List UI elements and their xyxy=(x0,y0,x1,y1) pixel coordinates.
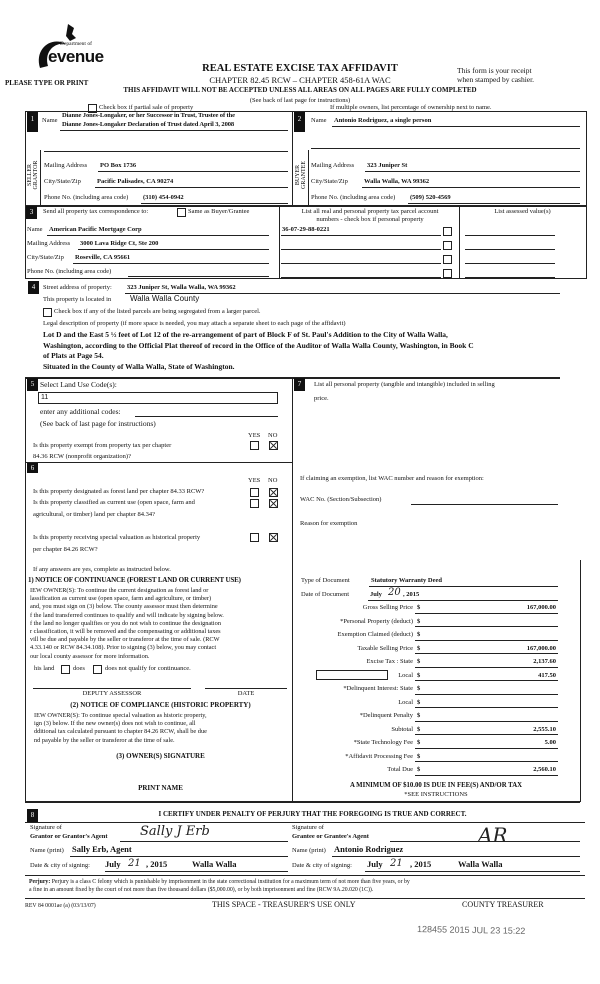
this-land-label: his land xyxy=(34,665,55,672)
field-line xyxy=(415,694,558,695)
grantee-date-label: Date & city of signing: xyxy=(292,862,352,869)
segregated-label: Check box if any of the listed parcels are being segregated from a larger parcel. xyxy=(54,308,261,315)
field-line xyxy=(415,653,558,654)
grantor-date-label: Date & city of signing: xyxy=(30,862,90,869)
field-line xyxy=(415,761,558,762)
grantee-sig-of: Signature of xyxy=(292,824,324,831)
same-as-buyer-label: Same as Buyer/Grantee xyxy=(188,208,250,215)
tax-row-value[interactable]: 167,000.00 xyxy=(526,644,556,652)
legal-line: Lot D and the East 5 ½ feet of Lot 12 of the re-arrangement of part of Block F of St. Paul's Addition to the City of Walla Walla, xyxy=(43,330,448,339)
seller-name-label: Name xyxy=(42,117,58,124)
grantor-signature[interactable]: Sally J Erb xyxy=(140,824,210,839)
personal-property-checkbox[interactable] xyxy=(443,269,452,278)
wac-input[interactable] xyxy=(411,504,558,505)
section-number-4: 4 xyxy=(28,281,39,294)
currency-symbol: $ xyxy=(417,712,421,719)
legal-line: Situated in the County of Walla Walla, State of Washington. xyxy=(43,361,235,371)
certify-text: I CERTIFY UNDER PENALTY OF PERJURY THAT THE FOREGOING IS TRUE AND CORRECT. xyxy=(158,810,467,818)
grantee-agent-label: Grantee or Grantee's Agent xyxy=(292,833,369,840)
grantee-signature[interactable]: AR xyxy=(478,823,508,847)
section-number-2: 2 xyxy=(294,112,305,132)
print-name-label: PRINT NAME xyxy=(138,784,183,792)
grantor-date-day[interactable]: 21 xyxy=(128,858,141,869)
tax-row-label: *Delinquent Interest: State xyxy=(343,685,413,692)
wac-label: WAC No. (Section/Subsection) xyxy=(300,496,382,503)
buyer-name-label: Name xyxy=(311,117,327,124)
exempt-no-checkbox-checked[interactable] xyxy=(269,441,278,450)
grantee-name-value[interactable]: Antonio Rodriguez xyxy=(334,844,404,854)
form-title: REAL ESTATE EXCISE TAX AFFIDAVIT xyxy=(202,63,398,74)
buyer-label: BUYER xyxy=(295,164,301,186)
notice-line: IEW OWNER(S): To continue special valuation as historic property, xyxy=(34,712,207,719)
field-line xyxy=(141,203,288,204)
if-yes-note: If any answers are yes, complete as instructed below. xyxy=(33,566,171,573)
corr-mailing-value[interactable]: 3000 Lava Ridge Ct, Ste 200 xyxy=(80,240,159,247)
corr-city-value[interactable]: Roseville, CA 95661 xyxy=(75,254,131,261)
send-correspondence-label: Send all property tax correspondence to: xyxy=(43,208,149,215)
field-line xyxy=(415,613,558,614)
notice-line: vill be due and payable by the seller or transferor at the time of sale. (RCW xyxy=(30,636,220,644)
grantor-name-value[interactable]: Sally Erb, Agent xyxy=(72,844,132,854)
doc-date-year[interactable]: , 2015 xyxy=(403,591,420,598)
receipt-note-1: This form is your receipt xyxy=(457,66,532,75)
field-line xyxy=(365,871,580,872)
tax-row-value[interactable]: 5.00 xyxy=(544,739,556,746)
local-code-input[interactable] xyxy=(316,670,388,680)
partial-sale-label: Check box if partial sale of property xyxy=(99,104,194,111)
grantee-city[interactable]: Walla Walla xyxy=(458,859,503,869)
currency-symbol: $ xyxy=(417,631,421,638)
treasurer-space-label: THIS SPACE - TREASURER'S USE ONLY xyxy=(212,900,356,909)
street-label: Street address of property: xyxy=(43,284,112,291)
no-header: NO xyxy=(268,432,278,439)
assessed-value-input[interactable] xyxy=(465,277,555,278)
seller-phone-label: Phone No. (including area code) xyxy=(44,194,129,201)
exempt-question-2: 84.36 RCW (nonprofit organization)? xyxy=(33,453,131,460)
notice-line: IEW OWNER(S): To continue the current designation as forest land or xyxy=(30,587,209,594)
section-number-1: 1 xyxy=(27,112,38,132)
current-use-question-2: agricultural, or timber) land per chapter 84.34? xyxy=(33,511,156,518)
owner-signature-label: (3) OWNER(S) SIGNATURE xyxy=(116,752,205,760)
see-back-5: (See back of last page for instructions) xyxy=(40,419,156,428)
currency-symbol: $ xyxy=(417,685,421,692)
doc-date-day[interactable]: 20 xyxy=(388,587,401,598)
field-line xyxy=(415,680,558,681)
does-qualify-checkbox[interactable] xyxy=(61,665,70,674)
perjury-line: Perjury is a class C felony which is punishable by imprisonment in the state correctional institution for a maximum term of not more than five years, or by xyxy=(51,879,410,885)
street-value[interactable]: 323 Juniper St, Walla Walla, WA 99362 xyxy=(127,284,236,291)
grantee-signature-line xyxy=(390,841,580,842)
field-line xyxy=(415,640,558,641)
date-label: DATE xyxy=(237,690,255,697)
buyer-mailing-label: Mailing Address xyxy=(311,162,355,169)
notice-compliance-text xyxy=(34,712,207,745)
notice-line: f the land transferred continues to qualify and will indicate by signing below. xyxy=(30,611,224,619)
tax-row-label: Gross Selling Price xyxy=(362,604,413,611)
parcels-header-2: numbers - check box if personal property xyxy=(316,216,424,223)
field-line xyxy=(415,775,558,776)
please-type: PLEASE TYPE OR PRINT xyxy=(5,79,89,87)
reason-label: Reason for exemption xyxy=(300,520,358,527)
seller-phone-value[interactable]: (310) 454-0942 xyxy=(143,194,184,201)
segregated-checkbox[interactable] xyxy=(43,308,52,317)
tax-row-label: Local xyxy=(398,671,413,679)
forest-yes-checkbox[interactable] xyxy=(250,488,259,497)
buyer-city-value[interactable]: Walla Walla, WA 99362 xyxy=(364,178,430,185)
notice-line: and, you must sign on (3) below. The county assessor must then determine xyxy=(30,603,218,611)
buyer-mailing-value[interactable]: 323 Juniper St xyxy=(367,162,408,169)
yes-header: YES xyxy=(248,432,261,439)
field-line xyxy=(73,263,269,264)
field-line xyxy=(44,151,288,152)
parcel-line xyxy=(281,263,441,264)
parcel-line xyxy=(281,235,441,236)
field-line xyxy=(362,187,580,188)
currency-symbol: $ xyxy=(417,644,421,652)
seller-name-line-1[interactable]: Dianne Jones-Longaker, or her Successor in Trust, Trustee of the xyxy=(62,112,235,119)
personal-property-text-1: List all personal property (tangible and intangible) included in selling xyxy=(314,381,495,388)
buyer-phone-value[interactable]: (509) 520-4569 xyxy=(410,194,451,201)
exemption-text: If claiming an exemption, list WAC number and reason for exemption: xyxy=(300,475,484,482)
notice-line: 4.33.140 or RCW 84.34.108). Prior to signing (3) below, you may contact xyxy=(30,644,217,652)
legal-line: Washington, according to the Official Plat thereof of record in the Office of the Auditor of Walla Walla County, Washington, in Book C xyxy=(43,340,474,350)
field-line xyxy=(98,171,288,172)
field-line xyxy=(105,871,288,872)
personal-property-text-2: price. xyxy=(314,395,329,402)
parcel-line xyxy=(281,249,441,250)
divider xyxy=(40,150,41,205)
grantor-name-label: Name (print) xyxy=(30,847,64,854)
minimum-note: A MINIMUM OF $10.00 IS DUE IN FEE(S) AND/OR TAX xyxy=(349,782,523,789)
tax-row-label: Local xyxy=(398,698,413,706)
notice-line: our local county assessor for more information. xyxy=(30,652,150,660)
assessed-value-input[interactable] xyxy=(465,263,555,264)
corr-city-label: City/State/Zip xyxy=(27,254,64,261)
grantor-signature-line xyxy=(120,841,288,842)
tax-row-label: *Delinquent Penalty xyxy=(359,712,413,719)
county-treasurer-label: COUNTY TREASURER xyxy=(462,900,544,909)
parcels-header-1: List all real and personal property tax parcel account xyxy=(301,208,439,215)
tax-row-value[interactable]: 2,137.60 xyxy=(533,658,556,665)
land-use-code-input[interactable] xyxy=(38,392,278,404)
grantor-city[interactable]: Walla Walla xyxy=(192,859,237,869)
tax-row-label: Subtotal xyxy=(391,725,413,733)
personal-property-checkbox[interactable] xyxy=(443,255,452,264)
field-line xyxy=(415,707,558,708)
divider xyxy=(308,150,309,205)
doc-type-label: Type of Document xyxy=(301,577,350,584)
seller-name-line-2[interactable]: Dianne Jones-Longaker Declaration of Trust dated April 3, 2008 xyxy=(62,121,235,128)
field-line xyxy=(70,856,288,857)
historic-yes-checkbox[interactable] xyxy=(250,533,259,542)
divider xyxy=(25,801,580,803)
current-use-question-1: Is this property classified as current use (open space, farm and xyxy=(33,499,195,506)
field-line xyxy=(311,148,580,149)
buyer-side-label xyxy=(295,150,308,200)
field-line xyxy=(95,187,288,188)
notice-line: nd payable by the seller or transferor at the time of sale. xyxy=(34,736,175,744)
assessed-header: List assessed value(s) xyxy=(494,208,551,215)
field-line xyxy=(408,203,580,204)
seller-mailing-label: Mailing Address xyxy=(44,162,88,169)
perjury-line: a fine in an amount fixed by the court of not more than five thousand dollars ($5,000.00), or by both imprisonment and fine (RCW 9A.20.020 (1C)). xyxy=(29,887,374,893)
perjury-notice xyxy=(29,878,410,894)
field-line xyxy=(332,856,580,857)
buyer-phone-label: Phone No. (including area code) xyxy=(311,194,396,201)
field-line xyxy=(415,626,558,627)
tax-row-label: Excise Tax : State xyxy=(366,658,413,665)
county-value[interactable]: Walla Walla County xyxy=(130,294,200,303)
form-subtitle: CHAPTER 82.45 RCW – CHAPTER 458-61A WAC xyxy=(209,75,391,85)
current-use-no-checkbox-checked[interactable] xyxy=(269,499,278,508)
cashier-stamp: 128455 2015 JUL 23 15:22 xyxy=(416,924,526,936)
exempt-yes-checkbox[interactable] xyxy=(250,441,259,450)
assessed-value-input[interactable] xyxy=(465,249,555,250)
tax-row-value[interactable]: 2,555.10 xyxy=(533,725,556,733)
currency-symbol: $ xyxy=(417,752,421,760)
logo-word: evenue xyxy=(48,47,104,66)
grantor-date-month[interactable]: July xyxy=(105,859,121,869)
notice-line: f the land no longer qualifies or you do not wish to continue the designation xyxy=(30,619,221,627)
perjury-label: Perjury: xyxy=(29,879,51,885)
currency-symbol: $ xyxy=(417,725,421,733)
tax-row-label: Taxable Selling Price xyxy=(357,644,413,652)
warning-text: THIS AFFIDAVIT WILL NOT BE ACCEPTED UNLESS ALL AREAS ON ALL PAGES ARE FULLY COMPLETED xyxy=(123,86,477,94)
does-label: does xyxy=(73,665,85,672)
grantee-label: GRANTEE xyxy=(301,161,308,189)
tax-row-label: Total Due xyxy=(387,766,413,773)
notice-line: ign (3) below. If the new owner(s) does not wish to continue, all xyxy=(34,720,196,728)
grantee-date-month[interactable]: July xyxy=(367,859,383,869)
exempt-question-1: Is this property exempt from property tax per chapter xyxy=(33,442,172,449)
section-number-3: 3 xyxy=(26,206,37,219)
seller-side-label xyxy=(27,150,40,200)
legal-description[interactable] xyxy=(43,330,474,372)
corr-name-value[interactable]: American Pacific Mortgage Corp xyxy=(49,226,142,233)
notice-compliance-title: (2) NOTICE OF COMPLIANCE (HISTORIC PROPERTY) xyxy=(70,701,251,709)
no-header: NO xyxy=(268,477,278,484)
assessor-signature-line[interactable] xyxy=(33,688,191,689)
currency-symbol: $ xyxy=(417,671,421,679)
corr-name-label: Name xyxy=(27,226,43,233)
parcel-number[interactable]: 36-07-29-88-0221 xyxy=(282,226,330,233)
notice-line: r classification, it will be removed and the compensating or additional taxes xyxy=(30,628,221,636)
field-line xyxy=(78,249,269,250)
multiple-owners-note: If multiple owners, list percentage of ownership next to name. xyxy=(330,104,492,111)
tax-row-label: *Affidavit Processing Fee xyxy=(345,752,413,760)
field-line xyxy=(332,126,580,127)
doc-date-month[interactable]: July xyxy=(370,591,382,598)
corr-phone-label: Phone No. (including area code) xyxy=(27,268,112,275)
doc-type-value[interactable]: Statutory Warranty Deed xyxy=(371,577,443,584)
seller-city-label: City/State/Zip xyxy=(44,178,81,185)
corr-mailing-label: Mailing Address xyxy=(27,240,71,247)
current-use-yes-checkbox[interactable] xyxy=(250,499,259,508)
field-line xyxy=(368,600,558,601)
tax-row-value[interactable]: 417.50 xyxy=(538,671,556,679)
logo-dept-text: Department of xyxy=(60,41,92,47)
see-back-text: (See back of last page for instructions) xyxy=(249,97,351,104)
historic-question-2: per chapter 84.26 RCW? xyxy=(33,546,98,553)
grantor-agent-label: Grantor or Grantor's Agent xyxy=(30,833,108,840)
notice-continuance-title: 1) NOTICE OF CONTINUANCE (FOREST LAND OR CURRENT USE) xyxy=(28,576,241,584)
grantor-date-year[interactable]: , 2015 xyxy=(146,859,168,869)
assessor-date-line[interactable] xyxy=(205,688,287,689)
historic-question-1: Is this property receiving special valuation as historical property xyxy=(33,534,201,541)
forest-question: Is this property designated as forest land per chapter 84.33 RCW? xyxy=(33,488,205,495)
form-number: REV 84 0001ae (a) (03/13/07) xyxy=(25,903,96,909)
tax-row-label: *State Technology Fee xyxy=(353,739,413,746)
seller-mailing-value[interactable]: PO Box 1736 xyxy=(100,162,137,169)
field-line xyxy=(47,235,269,236)
field-line xyxy=(128,276,269,277)
section-number-5: 5 xyxy=(27,378,38,391)
personal-property-checkbox[interactable] xyxy=(443,241,452,250)
additional-codes-label: enter any additional codes: xyxy=(40,407,121,416)
currency-symbol: $ xyxy=(417,658,421,665)
parcel-line xyxy=(281,277,441,278)
section-number-6: 6 xyxy=(27,463,38,473)
yes-header: YES xyxy=(248,477,261,484)
currency-symbol: $ xyxy=(417,739,421,746)
divider xyxy=(25,462,292,463)
does-not-label: does not qualify for continuance. xyxy=(105,665,191,672)
seller-city-value[interactable]: Pacific Palisades, CA 90274 xyxy=(97,178,174,185)
field-line xyxy=(415,748,558,749)
buyer-name-value[interactable]: Antonio Rodriguez, a single person xyxy=(334,117,432,124)
land-use-label: Select Land Use Code(s): xyxy=(40,380,117,389)
receipt-note-2: when stamped by cashier. xyxy=(457,75,535,84)
grantee-name-label: Name (print) xyxy=(292,847,326,854)
see-instructions-note: *SEE INSTRUCTIONS xyxy=(404,791,468,798)
currency-symbol: $ xyxy=(417,617,421,625)
does-not-qualify-checkbox[interactable] xyxy=(93,665,102,674)
doc-date-label: Date of Document xyxy=(301,591,350,598)
divider xyxy=(25,377,26,802)
tax-row-value[interactable]: 167,000.00 xyxy=(526,604,556,611)
seller-label: SELLER xyxy=(27,164,33,186)
field-line xyxy=(415,721,558,722)
personal-property-checkbox[interactable] xyxy=(443,227,452,236)
currency-symbol: $ xyxy=(417,766,421,773)
assessed-value-input[interactable] xyxy=(465,235,555,236)
additional-codes-input[interactable] xyxy=(135,416,278,417)
field-line xyxy=(365,171,580,172)
grantee-date-day[interactable]: 21 xyxy=(390,858,403,869)
field-line xyxy=(60,130,288,131)
same-as-buyer-checkbox[interactable] xyxy=(177,208,186,217)
tax-row-value[interactable]: 2,560.10 xyxy=(533,766,556,773)
grantor-sig-of: Signature of xyxy=(30,824,62,831)
deputy-assessor-label: DEPUTY ASSESSOR xyxy=(82,690,142,697)
land-use-code-value: 11 xyxy=(41,394,49,401)
currency-symbol: $ xyxy=(417,604,421,611)
legal-line: of Plats at Page 54. xyxy=(43,351,104,360)
section-number-8: 8 xyxy=(27,809,38,822)
located-label: This property is located in xyxy=(43,296,112,303)
tax-row-label: *Personal Property (deduct) xyxy=(340,617,413,625)
field-line xyxy=(415,667,558,668)
notice-line: lassification as current use (open space, farm and agriculture, or timber) xyxy=(30,595,212,603)
historic-no-checkbox-checked[interactable] xyxy=(269,533,278,542)
legal-label: Legal description of property (if more space is needed, you may attach a separate sheet to each page of the affidavit) xyxy=(43,320,346,327)
notice-continuance-text xyxy=(30,587,224,661)
section-number-7: 7 xyxy=(294,378,305,391)
field-line xyxy=(415,734,558,735)
tax-row-label: Exemption Claimed (deduct) xyxy=(337,631,413,638)
forest-no-checkbox-checked[interactable] xyxy=(269,488,278,497)
grantee-date-year[interactable]: , 2015 xyxy=(410,859,432,869)
currency-symbol: $ xyxy=(417,698,421,706)
divider xyxy=(580,560,581,802)
grantor-label: GRANTOR xyxy=(33,160,40,190)
notice-line: dditional tax calculated pursuant to chapter 84.26 RCW, shall be due xyxy=(34,728,207,736)
divider xyxy=(292,111,293,206)
buyer-city-label: City/State/Zip xyxy=(311,178,348,185)
